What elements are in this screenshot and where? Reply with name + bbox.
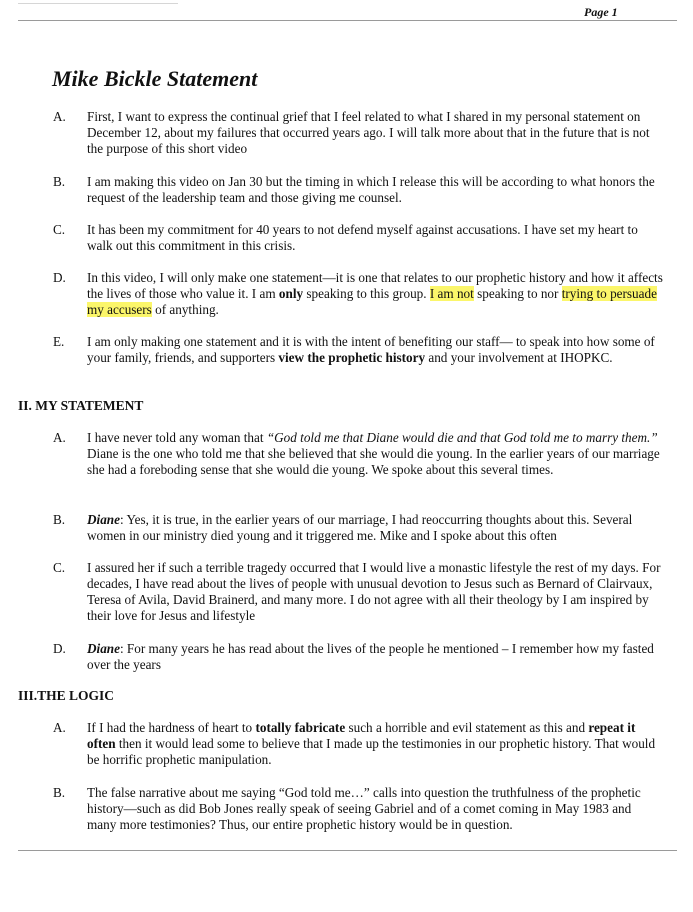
item-text: I am only making one statement and it is with the intent of benefiting our staff— to speak into how some of your family, friends, and supporters view the prophetic history and your involvement at IHOPKC.: [87, 334, 655, 365]
item-text: I am making this video on Jan 30 but the timing in which I release this will be according to what honors the request of the leadership team and those giving me counsel.: [87, 174, 655, 205]
item-letter: A.: [53, 720, 66, 735]
item-text: I have never told any woman that “God told me that Diane would die and that God told me to marry them.” Diane is the one who told me that she believed that she would die young. In the earlier years of our marriage she had a foreboding sense that she would die young. We spoke about this several times.: [87, 430, 660, 477]
item-letter: E.: [53, 334, 65, 349]
header-tab-edge: [18, 0, 178, 4]
page-number: Page 1: [584, 5, 618, 19]
item-letter: C.: [53, 222, 66, 237]
section-heading-the-logic: III.THE LOGIC: [18, 688, 115, 703]
item-letter: A.: [53, 109, 66, 124]
item-letter: B.: [53, 512, 66, 527]
item-letter: B.: [53, 785, 66, 800]
item-letter: D.: [53, 270, 66, 285]
item-text: The false narrative about me saying “God told me…” calls into question the truthfulness of the prophetic history—such as did Bob Jones really speak of seeing Gabriel and of a comet coming in May 1983 and many more testimonies? Thus, our entire prophetic history would be in question.: [87, 785, 641, 832]
highlighted-text: trying to persuade my accusers: [87, 286, 657, 317]
item-text: I assured her if such a terrible tragedy occurred that I would live a monastic lifestyle the rest of my days. For decades, I have read about the lives of people with unusual devotion to Jesus such as Bernard of Clairvaux, Teresa of Avila, David Brainerd, and many more. I do not agree with all their theology by I am inspired by their love for Jesus and lifestyle: [87, 560, 661, 623]
item-text: It has been my commitment for 40 years to not defend myself against accusations. I have set my heart to walk out this commitment in this crisis.: [87, 222, 638, 253]
item-text: Diane: For many years he has read about the lives of the people he mentioned – I remember how my fasted over the years: [87, 641, 654, 672]
item-letter: B.: [53, 174, 66, 189]
header-rule: [18, 20, 677, 21]
item-text: In this video, I will only make one statement—it is one that relates to our prophetic history and how it affects the lives of those who value it. I am only speaking to this group. I am not speaking to nor trying to persuade my accusers of anything.: [87, 270, 663, 317]
item-letter: A.: [53, 430, 66, 445]
item-text: Diane: Yes, it is true, in the earlier years of our marriage, I had reoccurring thoughts about this. Several women in our ministry died young and it triggered me. Mike and I spoke about this often: [87, 512, 633, 543]
footer-rule: [18, 850, 677, 851]
item-letter: C.: [53, 560, 66, 575]
item-text: First, I want to express the continual grief that I feel related to what I shared in my personal statement on December 12, about my failures that occurred years ago. I will talk more about that in the future that is not the purpose of this short video: [87, 109, 650, 156]
highlighted-text: I am not: [429, 286, 474, 301]
item-text: If I had the hardness of heart to totally fabricate such a horrible and evil statement as this and repeat it often then it would lead some to believe that I made up the testimonies in our prophetic history. That would be horrific prophetic manipulation.: [87, 720, 656, 767]
item-letter: D.: [53, 641, 66, 656]
section-heading-my-statement: II. MY STATEMENT: [18, 398, 144, 413]
document-title: Mike Bickle Statement: [52, 66, 258, 91]
